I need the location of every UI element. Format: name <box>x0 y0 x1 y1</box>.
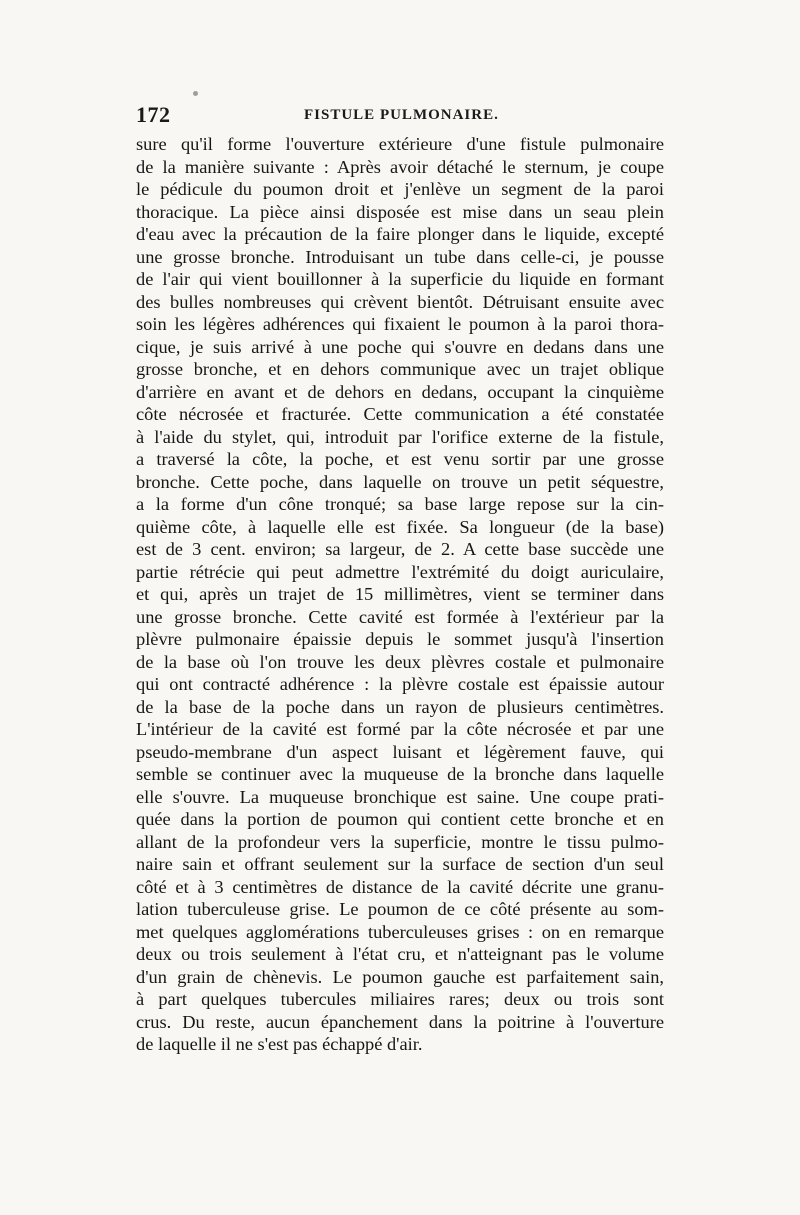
text-line: qui ont contracté adhérence : la plèvre costale est épaissie autour <box>136 674 664 694</box>
text-line: de la manière suivante : Après avoir détaché le sternum, je coupe <box>136 156 664 177</box>
text-line: plèvre pulmonaire épaissie depuis le sommet jusqu'à l'insertion <box>136 629 664 649</box>
text-line: côté et à 3 centimètres de distance de la cavité décrite une granu- <box>136 876 664 897</box>
text-line: et qui, après un trajet de 15 millimètres, vient se terminer dans <box>136 584 664 604</box>
text-line: d'un grain de chènevis. Le poumon gauche est parfaitement sain, <box>136 966 664 987</box>
body-text <box>136 133 664 1056</box>
text-line: de l'air qui vient bouillonner à la superficie du liquide en formant <box>136 269 664 289</box>
text-line: des bulles nombreuses qui crèvent bientôt. Détruisant ensuite avec <box>136 291 664 312</box>
text-line: de la base de la poche dans un rayon de plusieurs centimètres. <box>136 696 664 717</box>
text-line: bronche. Cette poche, dans laquelle on trouve un petit séquestre, <box>136 471 664 492</box>
text-line: le pédicule du poumon droit et j'enlève un segment de la paroi <box>136 179 664 199</box>
text-line: partie rétrécie qui peut admettre l'extrémité du doigt auriculaire, <box>136 561 664 582</box>
text-line: lation tuberculeuse grise. Le poumon de ce côté présente au som- <box>136 899 664 919</box>
text-line: sure qu'il forme l'ouverture extérieure d'une fistule pulmonaire <box>136 134 664 154</box>
text-line: crus. Du reste, aucun épanchement dans la poitrine à l'ouverture <box>136 1011 664 1032</box>
text-line: une grosse bronche. Introduisant un tube dans celle-ci, je pousse <box>136 246 664 267</box>
text-line: quième côte, à laquelle elle est fixée. Sa longueur (de la base) <box>136 516 664 537</box>
text-line: soin les légères adhérences qui fixaient le poumon à la paroi thora- <box>136 314 664 334</box>
running-head: FISTULE PULMONAIRE. <box>304 107 499 123</box>
text-line: met quelques agglomérations tuberculeuses grises : on en remarque <box>136 921 664 942</box>
text-line: naire sain et offrant seulement sur la surface de section d'un seul <box>136 854 664 874</box>
text-line: une grosse bronche. Cette cavité est formée à l'extérieur par la <box>136 606 664 627</box>
text-line: est de 3 cent. environ; sa largeur, de 2. A cette base succède une <box>136 539 664 559</box>
text-line: a la forme d'un cône tronqué; sa base large repose sur la cin- <box>136 494 664 514</box>
ink-speck <box>193 91 198 96</box>
text-line: à part quelques tubercules miliaires rares; deux ou trois sont <box>136 989 664 1009</box>
text-line: a traversé la côte, la poche, et est venu sortir par une grosse <box>136 449 664 469</box>
text-line: grosse bronche, et en dehors communique avec un trajet oblique <box>136 359 664 379</box>
text-line: de la base où l'on trouve les deux plèvres costale et pulmonaire <box>136 651 664 672</box>
text-line-last: de laquelle il ne s'est pas échappé d'air. <box>136 1034 423 1054</box>
text-line: deux ou trois seulement à l'état cru, et n'atteignant pas le volume <box>136 944 664 964</box>
page-number: 172 <box>136 102 171 127</box>
text-line: thoracique. La pièce ainsi disposée est mise dans un seau plein <box>136 201 664 222</box>
text-line: L'intérieur de la cavité est formé par la côte nécrosée et par une <box>136 719 664 739</box>
text-line: cique, je suis arrivé à une poche qui s'ouvre en dedans dans une <box>136 336 664 357</box>
text-line: pseudo-membrane d'un aspect luisant et légèrement fauve, qui <box>136 741 664 762</box>
page-header <box>136 100 666 130</box>
text-line: d'arrière en avant et de dehors en dedans, occupant la cinquième <box>136 381 664 402</box>
text-line: d'eau avec la précaution de la faire plonger dans le liquide, excepté <box>136 224 664 244</box>
text-line: à l'aide du stylet, qui, introduit par l'orifice externe de la fistule, <box>136 426 664 447</box>
text-line: elle s'ouvre. La muqueuse bronchique est saine. Une coupe prati- <box>136 786 664 807</box>
text-line: côte nécrosée et fracturée. Cette communication a été constatée <box>136 404 664 424</box>
text-line: quée dans la portion de poumon qui contient cette bronche et en <box>136 809 664 829</box>
text-line: semble se continuer avec la muqueuse de la bronche dans laquelle <box>136 764 664 784</box>
text-line: allant de la profondeur vers la superficie, montre le tissu pulmo- <box>136 831 664 852</box>
